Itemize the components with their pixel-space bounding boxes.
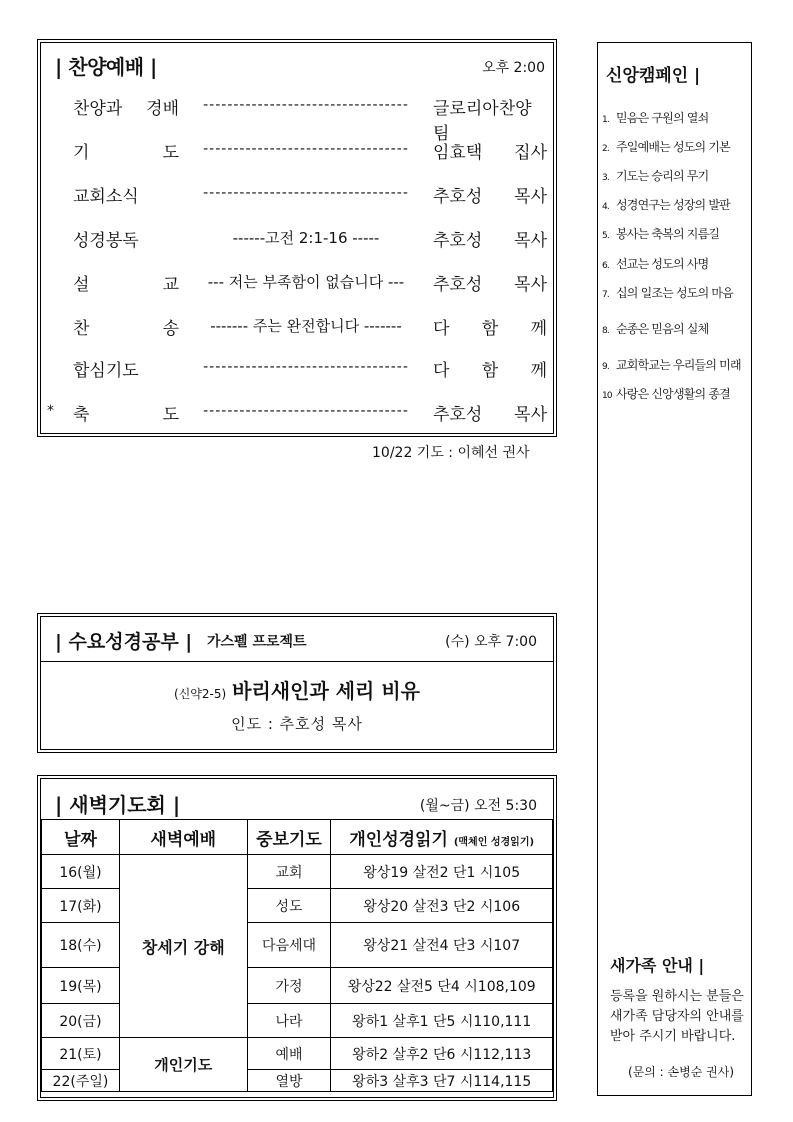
order-detail: ----------------------------------	[203, 359, 409, 375]
dawn-title: | 새벽기도회 |	[55, 793, 181, 817]
order-leader: 다 함 께	[433, 361, 547, 381]
reading-cell: 왕하2 살후2 단6 시112,113	[331, 1038, 553, 1070]
order-leader: 추호성 목사	[433, 187, 547, 207]
order-detail: ----------------------------------	[203, 141, 409, 157]
campaign-item-number: 8.	[602, 326, 609, 336]
campaign-sidebar	[597, 42, 752, 1096]
campaign-item-number: 9.	[602, 362, 609, 372]
date-cell: 20(금)	[42, 1004, 120, 1038]
worship-section	[40, 42, 554, 434]
order-leader: 추호성 목사	[433, 231, 547, 251]
order-item: 교회소식	[73, 187, 139, 207]
prayer-cell: 예배	[247, 1038, 331, 1070]
worship-row	[41, 267, 553, 297]
date-cell: 19(목)	[42, 968, 120, 1004]
wednesday-time: (수) 오후 7:00	[445, 634, 537, 650]
newfamily-contact: (문의 : 손병순 권사)	[628, 1065, 734, 1079]
date-cell: 16(월)	[42, 855, 120, 889]
table-row	[42, 968, 553, 1004]
order-detail: ----------------------------------	[203, 185, 409, 201]
campaign-title: 신앙캠페인 |	[606, 66, 701, 86]
wednesday-section	[40, 616, 554, 750]
header-worship: 새벽예배	[119, 820, 247, 855]
reading-cell: 왕상20 살전3 단2 시106	[331, 889, 553, 923]
group-cell: 개인기도	[119, 1038, 247, 1092]
header-reading	[331, 820, 553, 855]
header-reading-label: 개인성경읽기	[349, 829, 448, 850]
worship-row	[41, 223, 553, 253]
campaign-item	[602, 356, 741, 373]
campaign-item-number: 6.	[602, 261, 609, 271]
table-row	[42, 1070, 553, 1092]
campaign-item-text: 봉사는 축복의 지름길	[616, 227, 720, 241]
date-cell: 21(토)	[42, 1038, 120, 1070]
table-row	[42, 889, 553, 923]
worship-row	[41, 353, 553, 383]
campaign-item	[602, 138, 730, 155]
table-header-row	[42, 820, 553, 855]
prayer-cell: 다음세대	[247, 923, 331, 968]
wednesday-title: | 수요성경공부 |	[55, 631, 193, 653]
order-detail: ------고전 2:1-16 -----	[232, 229, 380, 247]
header-reading-note: (맥체인 성경읽기)	[453, 836, 535, 848]
table-row	[42, 1038, 553, 1070]
campaign-item-number: 5.	[602, 231, 609, 241]
wednesday-topic-line	[41, 675, 553, 704]
campaign-item	[602, 225, 719, 242]
campaign-item-text: 성경연구는 성장의 발판	[616, 198, 730, 212]
order-item: 설 교	[73, 275, 179, 295]
campaign-item	[602, 385, 730, 402]
campaign-item-text: 사랑은 신앙생활의 종결	[616, 387, 730, 401]
campaign-item-number: 7.	[602, 290, 609, 300]
campaign-item-text: 교회학교는 우리들의 미래	[616, 358, 741, 372]
group-cell: 창세기 강해	[119, 855, 247, 1038]
order-leader: 추호성 목사	[433, 275, 547, 295]
order-detail: ----------------------------------	[203, 97, 409, 113]
table-row	[42, 1004, 553, 1038]
scripture-ref: (신약2-5)	[174, 687, 227, 701]
date-cell: 17(화)	[42, 889, 120, 923]
order-leader: 글로리아찬양팀	[433, 99, 532, 144]
newfamily-text: 등록을 원하시는 분들은 새가족 담당자의 안내를 받아 주시기 바랍니다.	[610, 989, 744, 1044]
dawn-time: (월~금) 오전 5:30	[419, 798, 537, 814]
prayer-cell: 나라	[247, 1004, 331, 1038]
divider	[41, 661, 553, 662]
worship-row	[41, 397, 553, 427]
campaign-item-number: 4.	[602, 202, 609, 212]
reading-cell: 왕하3 살후3 단7 시114,115	[331, 1070, 553, 1092]
campaign-item	[602, 284, 733, 301]
study-topic: 바리새인과 세리 비유	[232, 679, 420, 703]
worship-row	[41, 179, 553, 209]
order-item: 성경봉독	[73, 231, 139, 251]
reading-cell: 왕상22 살전5 단4 시108,109	[331, 968, 553, 1004]
prayer-note: 10/22 기도 : 이혜선 권사	[372, 445, 530, 461]
worship-row	[41, 311, 553, 341]
worship-row	[41, 135, 553, 165]
worship-title: | 찬양예배 |	[55, 55, 157, 79]
order-leader: 다 함 께	[433, 319, 547, 339]
row-mark: *	[47, 403, 54, 419]
campaign-item-number: 1.	[602, 115, 609, 125]
dawn-prayer-section	[40, 778, 554, 1098]
worship-time: 오후 2:00	[482, 60, 545, 76]
campaign-item-number: 2.	[602, 144, 609, 154]
campaign-item	[602, 320, 708, 337]
campaign-item-text: 주일예배는 성도의 기본	[616, 140, 730, 154]
campaign-item-text: 선교는 성도의 사명	[616, 257, 709, 271]
order-item: 축 도	[73, 405, 179, 425]
reading-cell: 왕상19 살전2 단1 시105	[331, 855, 553, 889]
campaign-item-number: 3.	[602, 173, 609, 183]
order-detail: ------- 주는 완전합니다 -------	[210, 317, 402, 335]
order-leader: 임효택 집사	[433, 143, 547, 163]
wednesday-subtitle: 가스펠 프로젝트	[207, 634, 307, 650]
prayer-cell: 가정	[247, 968, 331, 1004]
dawn-schedule-table	[41, 819, 553, 1092]
header-intercession: 중보기도	[247, 820, 331, 855]
order-leader: 추호성 목사	[433, 405, 547, 425]
newfamily-title: 새가족 안내 |	[610, 956, 705, 975]
campaign-item	[602, 196, 730, 213]
reading-cell: 왕상21 살전4 단3 시107	[331, 923, 553, 968]
date-cell: 22(주일)	[42, 1070, 120, 1092]
header-date: 날짜	[42, 820, 120, 855]
campaign-item	[602, 167, 708, 184]
study-leader: 인도 : 추호성 목사	[231, 715, 363, 733]
reading-cell: 왕하1 살후1 단5 시110,111	[331, 1004, 553, 1038]
campaign-item-text: 십의 일조는 성도의 마음	[616, 286, 733, 300]
order-item: 찬양과 경배	[73, 99, 179, 119]
date-cell: 18(수)	[42, 923, 120, 968]
table-row	[42, 923, 553, 968]
prayer-cell: 성도	[247, 889, 331, 923]
table-row	[42, 855, 553, 889]
campaign-item	[602, 109, 708, 126]
campaign-item-text: 순종은 믿음의 실체	[616, 322, 709, 336]
prayer-cell: 열방	[247, 1070, 331, 1092]
order-item: 찬 송	[73, 319, 179, 339]
campaign-item-number: 10	[602, 391, 612, 401]
campaign-item-text: 믿음은 구원의 열쇠	[616, 111, 709, 125]
order-item: 기 도	[73, 143, 179, 163]
order-detail: ----------------------------------	[203, 403, 409, 419]
prayer-cell: 교회	[247, 855, 331, 889]
order-detail: --- 저는 부족함이 없습니다 ---	[207, 273, 405, 291]
worship-row	[41, 91, 553, 144]
order-item: 합심기도	[73, 361, 139, 381]
campaign-item	[602, 255, 708, 272]
campaign-item-text: 기도는 승리의 무기	[616, 169, 709, 183]
